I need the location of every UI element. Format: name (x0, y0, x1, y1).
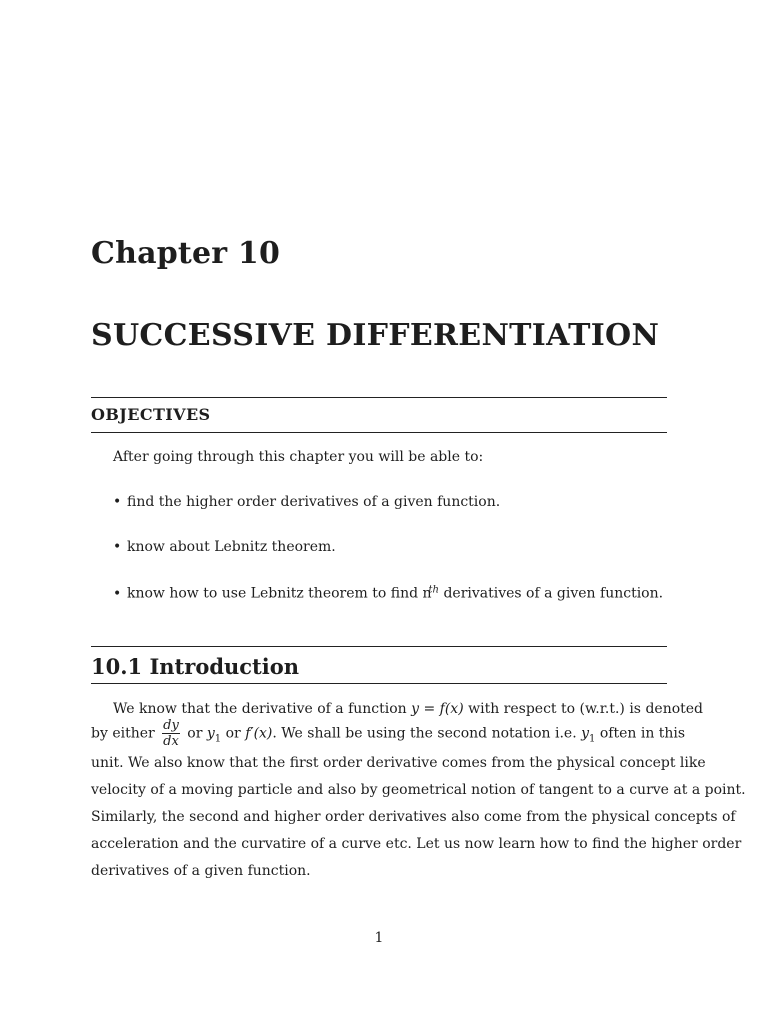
section-top-rule (91, 646, 667, 647)
math-expression: f′(x) (245, 725, 273, 742)
paragraph-line: acceleration and the curvatire of a curve etc. Let us now learn how to find the higher order (91, 836, 742, 852)
fraction-dy-dx: $\frac{dy}{dx}$ (163, 718, 179, 749)
chapter-number: Chapter 10 (91, 236, 281, 271)
objective-item (113, 539, 336, 555)
paragraph-line: velocity of a moving particle and also by geometrical notion of tangent to a curve at a point. (91, 782, 746, 798)
bullet-icon: • (113, 585, 122, 602)
superscript-th: th (428, 584, 439, 595)
objective-item (113, 494, 500, 510)
paragraph-line: derivatives of a given function. (91, 863, 311, 879)
objectives-intro: After going through this chapter you will be able to: (113, 449, 484, 465)
paragraph-line: Similarly, the second and higher order derivatives also come from the physical concepts of (91, 809, 736, 825)
objective-item (113, 584, 663, 602)
section-bottom-rule (91, 683, 667, 684)
objectives-heading: OBJECTIVES (91, 405, 211, 424)
page-number: 1 (374, 930, 384, 946)
objective-text: find the higher order derivatives of a given function. (127, 494, 501, 510)
chapter-title: SUCCESSIVE DIFFERENTIATION (91, 318, 660, 353)
paragraph-line: unit. We also know that the first order derivative comes from the physical concept like (91, 755, 706, 771)
document-page (91, 0, 746, 1024)
objectives-top-rule (91, 397, 667, 398)
paragraph-line: We know that the derivative of a function y = f(x) with respect to (w.r.t.) is denoted (113, 701, 704, 717)
bullet-icon: • (113, 539, 122, 555)
paragraph-line: by either $\frac{dy}{dx}$ or $y_1$ or f′(x). We shall be using the second notation i.e. $y_1$ often in this (91, 718, 686, 749)
objective-text: know about Lebnitz theorem. (127, 539, 336, 555)
math-expression: y = f(x) (411, 701, 464, 717)
objective-text-tail: derivatives of a given function. (439, 585, 664, 602)
objective-text: know how to use Lebnitz theorem to find n (127, 585, 432, 602)
bullet-icon: • (113, 494, 122, 510)
section-heading: 10.1 Introduction (91, 654, 300, 679)
objectives-bottom-rule (91, 432, 667, 433)
